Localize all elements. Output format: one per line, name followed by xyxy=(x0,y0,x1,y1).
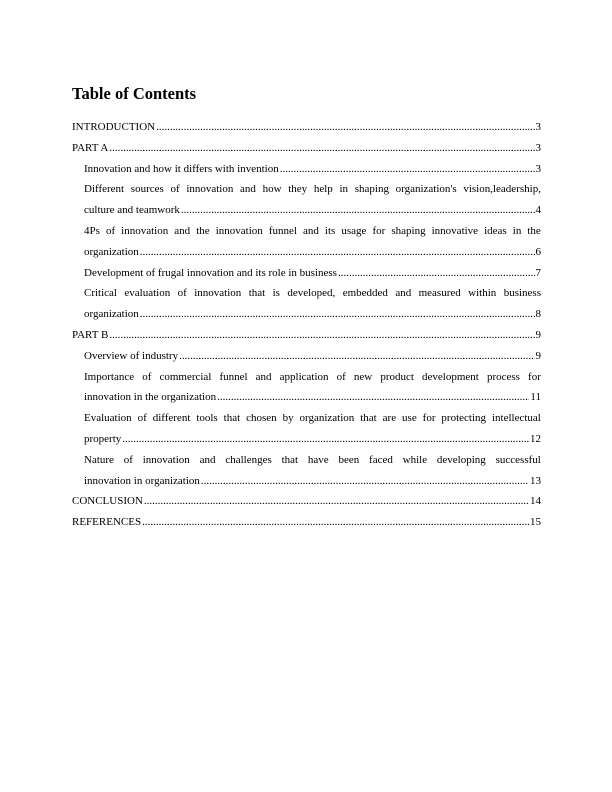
toc-entry-label: CONCLUSION xyxy=(72,495,143,508)
toc-entry-line xyxy=(84,346,541,367)
dot-leader xyxy=(156,117,534,138)
toc-entry-label: Overview of industry xyxy=(84,349,179,362)
toc-entry-line xyxy=(84,200,541,221)
toc-entry-label: organization xyxy=(84,308,139,321)
toc-entry[interactable] xyxy=(72,512,541,533)
dot-leader xyxy=(217,387,529,408)
toc-entry[interactable] xyxy=(72,117,541,138)
toc-entry[interactable] xyxy=(84,346,541,367)
dot-leader xyxy=(280,159,535,180)
toc-page-number: 9 xyxy=(535,328,541,341)
dot-leader xyxy=(140,242,535,263)
toc-entry-line xyxy=(72,117,541,138)
toc-entry-line xyxy=(72,325,541,346)
dot-leader xyxy=(179,346,534,367)
page-title: Table of Contents xyxy=(72,84,197,103)
toc-page-number: 3 xyxy=(535,121,541,133)
toc-entry-line xyxy=(84,242,541,263)
table-of-contents xyxy=(72,117,541,533)
toc-page-number: 3 xyxy=(535,162,541,175)
toc-entry-text-line: Nature of innovation and challenges that have been faced while developing successful xyxy=(84,453,541,466)
toc-entry-label: Innovation and how it differs with invention xyxy=(84,162,279,175)
toc-entry-label: Development of frugal innovation and its role in business xyxy=(84,266,337,279)
toc-entry-label: innovation in organization xyxy=(84,474,200,487)
toc-entry[interactable] xyxy=(84,179,541,221)
dot-leader xyxy=(181,200,535,221)
toc-entry-label: PART A xyxy=(72,141,109,154)
dot-leader xyxy=(122,429,529,450)
toc-page-number: 3 xyxy=(535,141,541,154)
dot-leader xyxy=(144,491,529,512)
toc-entry[interactable] xyxy=(84,283,541,325)
toc-page-number: 6 xyxy=(535,245,541,258)
toc-entry[interactable] xyxy=(84,159,541,180)
toc-entry-label: innovation in the organization xyxy=(84,391,217,404)
toc-entry-text-line: Critical evaluation of innovation that is developed, embedded and measured within business xyxy=(84,287,541,300)
toc-entry-line xyxy=(84,263,541,284)
toc-page-number: 11 xyxy=(530,391,541,404)
toc-entry[interactable] xyxy=(84,408,541,450)
toc-page-number: 13 xyxy=(530,474,541,487)
toc-entry[interactable] xyxy=(72,325,541,346)
dot-leader xyxy=(109,138,534,159)
toc-entry-line xyxy=(84,304,541,325)
toc-entry-label: INTRODUCTION xyxy=(72,121,156,133)
toc-entry[interactable] xyxy=(72,491,541,512)
toc-entry-line xyxy=(84,387,541,408)
toc-entry-text-line: Importance of commercial funnel and application of new product development process for xyxy=(84,370,541,383)
toc-page-number: 14 xyxy=(530,495,541,508)
toc-entry-label: organization xyxy=(84,245,139,258)
toc-page-number: 12 xyxy=(530,432,541,445)
dot-leader xyxy=(338,263,535,284)
toc-entry[interactable] xyxy=(84,450,541,492)
toc-page-number: 15 xyxy=(530,516,541,529)
dot-leader xyxy=(142,512,529,533)
toc-entry-line xyxy=(72,138,541,159)
toc-page-number: 4 xyxy=(535,204,541,217)
toc-entry-label: PART B xyxy=(72,328,109,341)
toc-entry-label: property xyxy=(84,432,122,445)
toc-page-number: 8 xyxy=(535,308,541,321)
dot-leader xyxy=(109,325,534,346)
toc-entry[interactable] xyxy=(84,263,541,284)
toc-entry-text-line: 4Ps of innovation and the innovation funnel and its usage for shaping innovative ideas in the xyxy=(84,224,541,237)
toc-page-number: 9 xyxy=(535,349,541,362)
toc-entry[interactable] xyxy=(84,221,541,263)
toc-entry-text-line: Different sources of innovation and how they help in shaping organization's vision,leadership, xyxy=(84,183,541,196)
toc-entry[interactable] xyxy=(72,138,541,159)
toc-entry[interactable] xyxy=(84,367,541,409)
toc-entry-line xyxy=(84,159,541,180)
toc-entry-line xyxy=(72,512,541,533)
toc-entry-label: culture and teamwork xyxy=(84,204,180,217)
toc-page-number: 7 xyxy=(535,266,541,279)
dot-leader xyxy=(201,471,529,492)
toc-entry-line xyxy=(84,471,541,492)
dot-leader xyxy=(140,304,535,325)
toc-entry-line xyxy=(84,429,541,450)
toc-entry-line xyxy=(72,491,541,512)
toc-entry-label: REFERENCES xyxy=(72,516,142,529)
toc-entry-text-line: Evaluation of different tools that chosen by organization that are use for protecting intellectual xyxy=(84,412,541,425)
